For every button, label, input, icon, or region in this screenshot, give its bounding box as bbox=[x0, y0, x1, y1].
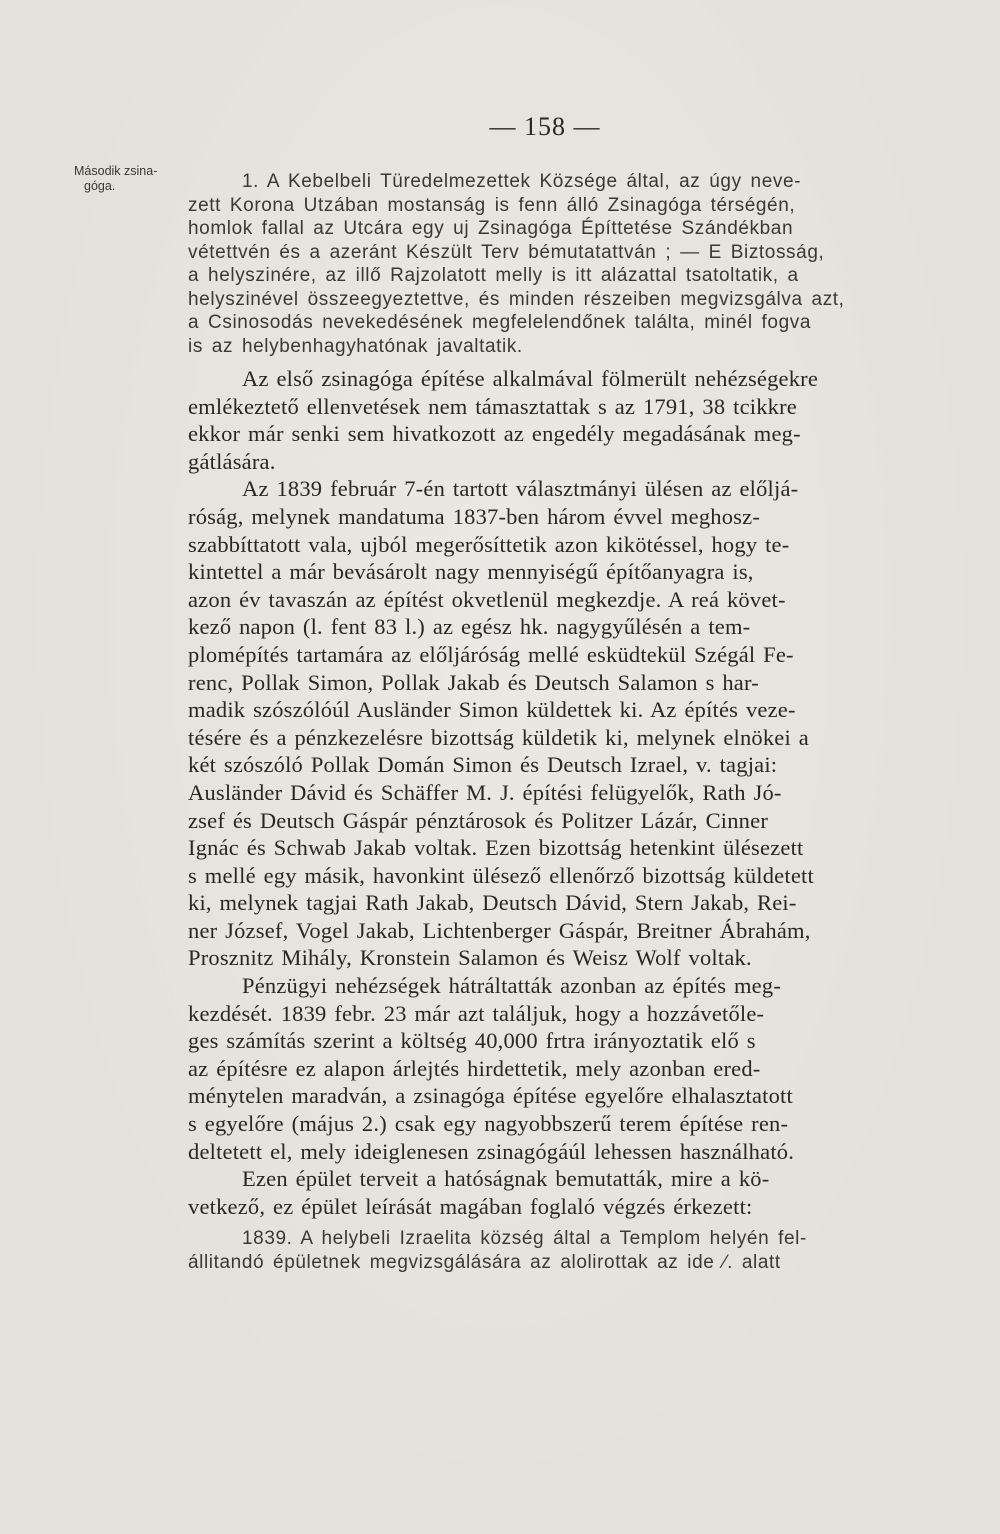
text-line: Pénzügyi nehézségek hátráltatták azonban az építés meg- bbox=[242, 973, 782, 999]
margin-note bbox=[74, 164, 184, 194]
text-line: helyszinével összeegyeztettve, és minden részeiben megvizsgálva azt, bbox=[188, 288, 845, 310]
text-line: állitandó épületnek megvizsgálására az alolirottak az ide ⁄. alatt bbox=[188, 1251, 781, 1273]
page-number: — 158 — bbox=[489, 112, 601, 141]
text-line: 1839. A helybeli Izraelita község által a Templom helyén fel- bbox=[242, 1228, 807, 1250]
paragraph-6-quote bbox=[188, 1227, 922, 1274]
text-line: madik szószólóúl Ausländer Simon küldettek ki. Az építés veze- bbox=[188, 697, 796, 723]
text-line: Az 1839 február 7-én tartott választmányi ülésen az előljá- bbox=[242, 476, 799, 502]
text-line: zsef és Deutsch Gáspár pénztárosok és Politzer Lázár, Cinner bbox=[188, 807, 769, 833]
text-line: is az helybenhagyhatónak javaltatik. bbox=[188, 335, 523, 357]
paragraph-1-quote bbox=[188, 170, 922, 358]
text-line: renc, Pollak Simon, Pollak Jakab és Deutsch Salamon s har- bbox=[188, 669, 759, 695]
margin-note-line: góga. bbox=[84, 179, 116, 193]
paragraph-4 bbox=[188, 972, 922, 1165]
text-line: Az első zsinagóga építése alkalmával fölmerült nehézségekre bbox=[242, 366, 819, 391]
text-line: kező napon (l. fent 83 l.) az egész hk. nagygyűlésén a tem- bbox=[188, 614, 751, 640]
margin-note-line: Második zsina- bbox=[74, 164, 158, 178]
text-line: Ezen épület terveit a hatóságnak bemutatták, mire a kö- bbox=[242, 1166, 770, 1192]
text-line: kezdését. 1839 febr. 23 már azt találjuk, hogy a hozzávetőle- bbox=[188, 1000, 765, 1026]
paragraph-2 bbox=[188, 365, 922, 475]
text-line: az építésre ez alapon árlejtés hirdettetik, mely azonban ered- bbox=[188, 1055, 761, 1081]
text-line: vétettvén és a azeránt Készült Terv bémutatattván ; — E Biztosság, bbox=[188, 241, 825, 263]
text-line: plomépítés tartamára az előljáróság mellé esküdtekül Szégál Fe- bbox=[188, 641, 794, 667]
text-line: ekkor már senki sem hivatkozott az engedély megadásának meg- bbox=[188, 421, 801, 447]
text-line: s egyelőre (május 2.) csak egy nagyobbszerű terem építése ren- bbox=[188, 1111, 789, 1137]
paragraph-5 bbox=[188, 1165, 922, 1220]
text-line: kintettel a már bevásárolt nagy mennyiségű építőanyagra is, bbox=[188, 559, 754, 585]
text-line: zett Korona Utzában mostanság is fenn álló Zsinagóga térségén, bbox=[188, 194, 796, 216]
text-line: róság, melynek mandatuma 1837-ben három évvel meghosz- bbox=[188, 503, 761, 529]
text-line: ges számítás szerint a költség 40,000 frtra irányoztatik elő s bbox=[188, 1028, 756, 1054]
text-line: s mellé egy másik, havonkint ülésező ellenőrző bizottság küldetett bbox=[188, 862, 814, 888]
text-line: deltetett el, mely ideiglenesen zsinagógáúl lehessen használható. bbox=[188, 1138, 795, 1164]
text-line: Ausländer Dávid és Schäffer M. J. építési felügyelők, Rath Jó- bbox=[188, 779, 782, 805]
text-line: Ignác és Schwab Jakab voltak. Ezen bizottság hetenkint ülésezett bbox=[188, 835, 804, 861]
text-line: gátlására. bbox=[188, 448, 276, 474]
text-line: homlok fallal az Utcára egy uj Zsinagóga Építtetése Szándékban bbox=[188, 218, 794, 239]
text-line: szabbíttatott vala, ujból megerősíttetik azon kikötéssel, hogy te- bbox=[188, 531, 790, 557]
text-line: ménytelen maradván, a zsinagóga építése egyelőre elhalasztatott bbox=[188, 1083, 793, 1109]
text-line: vetkező, ez épület leírását magában foglaló végzés érkezett: bbox=[188, 1193, 753, 1219]
text-line: a helyszinére, az illő Rajzolatott melly is itt alázattal tsatoltatik, a bbox=[188, 265, 799, 286]
text-line: ki, melynek tagjai Rath Jakab, Deutsch Dávid, Stern Jakab, Rei- bbox=[188, 890, 797, 916]
text-line: azon év tavaszán az építést okvetlenül megkezdje. A reá követ- bbox=[188, 586, 786, 612]
text-line: emlékeztető ellenvetések nem támasztattak s az 1791, 38 tcikkre bbox=[188, 393, 797, 419]
text-line: a Csinosodás nevekedésének megfelelendőnek találta, minél fogva bbox=[188, 312, 811, 333]
text-line: 1. A Kebelbeli Türedelmezettek Községe által, az úgy neve- bbox=[242, 171, 802, 192]
text-line: tésére és a pénzkezelésre bizottság küldetik ki, melynek elnökei a bbox=[188, 724, 809, 750]
text-line: ner József, Vogel Jakab, Lichtenberger Gáspár, Breitner Ábrahám, bbox=[188, 917, 811, 943]
text-line: Prosznitz Mihály, Kronstein Salamon és Weisz Wolf voltak. bbox=[188, 945, 752, 971]
body-text bbox=[188, 170, 922, 1274]
text-line: két szószóló Pollak Domán Simon és Deutsch Izrael, v. tagjai: bbox=[188, 752, 778, 778]
paragraph-3 bbox=[188, 475, 922, 972]
